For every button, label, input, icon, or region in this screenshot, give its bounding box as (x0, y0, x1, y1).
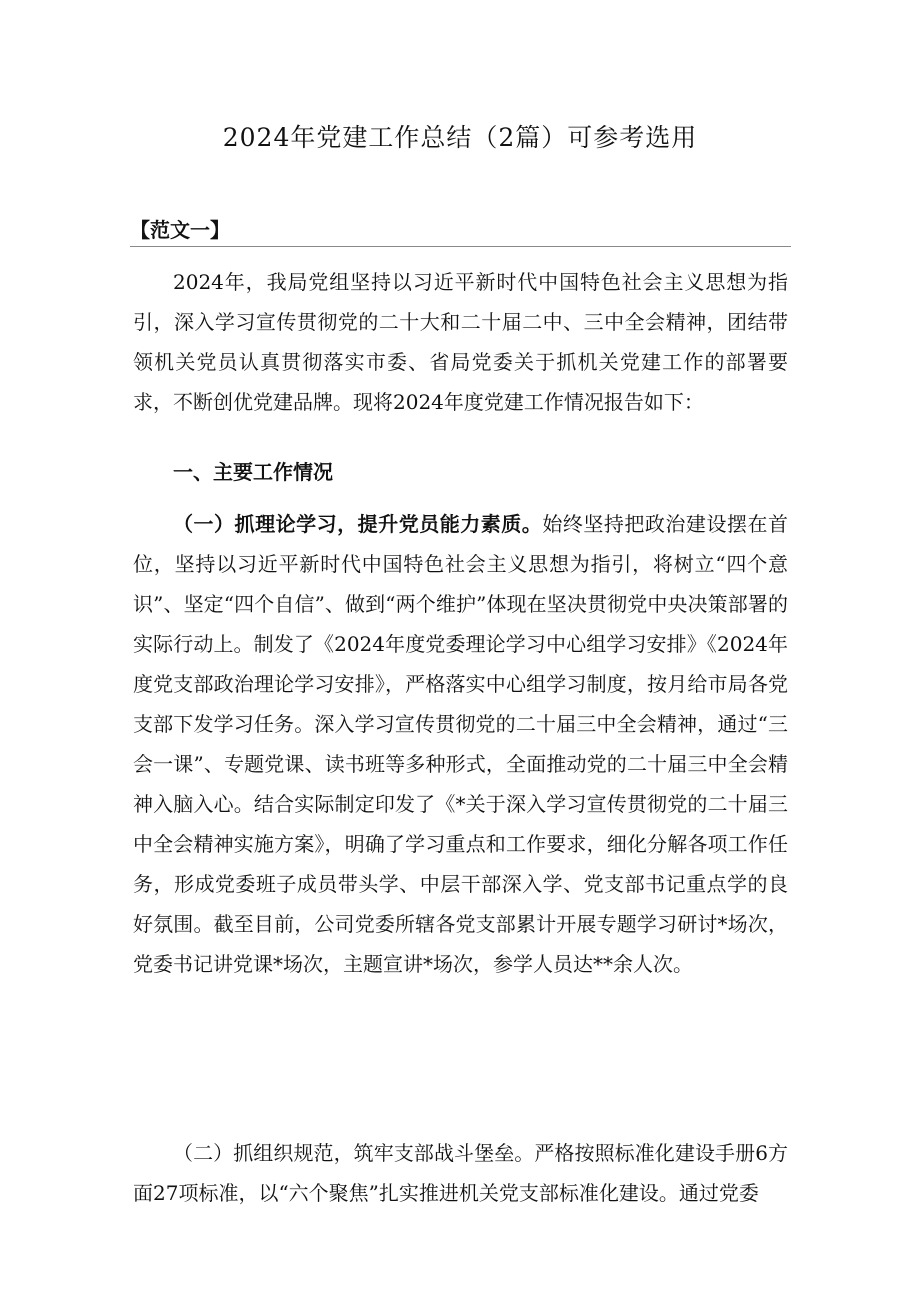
section-divider (130, 246, 791, 247)
main-heading: 一、主要工作情况 (173, 460, 333, 484)
section-tag: 【范文一】 (130, 218, 230, 242)
paragraph-two: （二）抓组织规范，筑牢支部战斗堡垒。严格按照标准化建设手册6方面27项标准，以“六个聚焦”扎实推进机关党支部标准化建设。通过党委 (133, 1141, 788, 1205)
document-title: 2024年党建工作总结（2篇）可参考选用 (222, 123, 698, 152)
intro-paragraph: 2024年，我局党组坚持以习近平新时代中国特色社会主义思想为指引，深入学习宣传贯彻党的二十大和二十届二中、三中全会精神，团结带领机关党员认真贯彻落实市委、省局党委关于抓机关党建工作的部署要求，不断创优党建品牌。现将2024年度党建工作情况报告如下： (133, 270, 788, 414)
paragraph-one-body: 始终坚持把政治建设摆在首位，坚持以习近平新时代中国特色社会主义思想为指引，将树立“四个意识”、坚定“四个自信”、做到“两个维护”体现在坚决贯彻党中央决策部署的实际行动上。制发了《2024年度党委理论学习中心组学习安排》《2024年度党支部政治理论学习安排》，严格落实中心组学习制度，按月给市局各党支部下发学习任务。深入学习宣传贯彻党的二十届三中全会精神，通过“三会一课”、专题党课、读书班等多种形式，全面推动党的二十届三中全会精神入脑入心。结合实际制定印发了《*关于深入学习宣传贯彻党的二十届三中全会精神实施方案》，明确了学习重点和工作要求，细化分解各项工作任务，形成党委班子成员带头学、中层干部深入学、党支部书记重点学的良好氛围。截至目前，公司党委所辖各党支部累计开展专题学习研讨*场次，党委书记讲党课*场次，主题宣讲*场次，参学人员达**余人次。 (133, 512, 789, 976)
paragraph-one-lead: （一）抓理论学习，提升党员能力素质。 (173, 512, 543, 536)
paragraph-one (133, 504, 788, 984)
